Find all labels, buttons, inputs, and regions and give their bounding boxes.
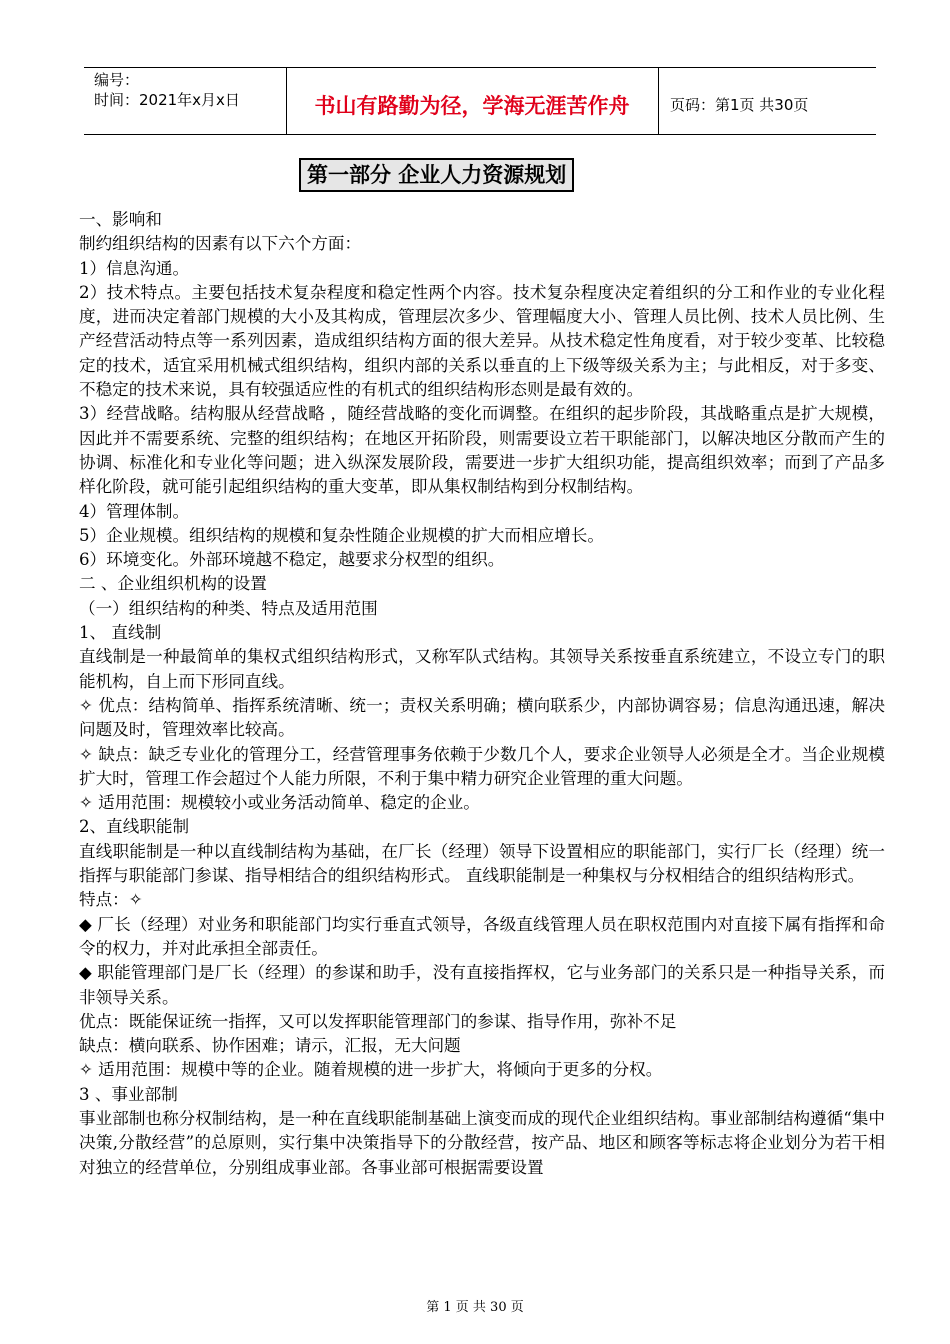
paragraph: 特点：✧ [79,890,143,910]
paragraph: 直线制是一种最简单的集权式组织结构形式，又称军队式结构。其领导关系按垂直系统建立，不设立专门的职能机构，自上而下形同直线。 [79,647,885,691]
paragraph: 事业部制也称分权制结构，是一种在直线职能制基础上演变而成的现代企业组织结构。事业部制结构遵循“集中决策,分散经营”的总原则，实行集中决策指导下的分散经营，按产品、地区和顾客等标志将企业划分为若干相对独立的经营单位，分别组成事业部。各事业部可根据需要设置 [79,1108,885,1177]
header-motto: 书山有路勤为径，学海无涯苦作舟 [314,94,630,118]
paragraph: ✧ 适用范围：规模较小或业务活动简单、稳定的企业。 [79,793,480,813]
paragraph: 6）环境变化。外部环境越不稳定，越要求分权型的组织。 [79,550,505,570]
paragraph: （一）组织结构的种类、特点及适用范围 [79,598,378,618]
paragraph: 2、直线职能制 [79,817,190,837]
paragraph: 3）经营战略。结构服从经营战略 ，随经营战略的变化而调整。在组织的起步阶段，其战略重点是扩大规模，因此并不需要系统、完整的组织结构；在地区开拓阶段，则需要设立若干职能部门，以解决地区分散而产生的协调、标准化和专业化等问题；进入纵深发展阶段，需要进一步扩大组织功能，提高组织效率；而到了产品多样化阶段，就可能引起组织结构的重大变革，即从集权制结构到分权制结构。 [79,404,885,497]
page-footer: 第 1 页 共 30 页 [426,1300,524,1315]
paragraph: ◆ 厂长（经理）对业务和职能部门均实行垂直式领导，各级直线管理人员在职权范围内对直接下属有指挥和命令的权力，并对此承担全部责任。 [79,914,885,958]
paragraph: ◆ 职能管理部门是厂长（经理）的参谋和助手，没有直接指挥权，它与业务部门的关系只是一种指导关系，而非领导关系。 [79,963,885,1007]
paragraph: 3 、事业部制 [79,1084,178,1104]
header-divider-right [658,67,659,134]
paragraph: 1）信息沟通。 [79,258,190,278]
paragraph: 4）管理体制。 [79,501,190,521]
paragraph: 制约组织结构的因素有以下六个方面： [79,234,362,254]
paragraph: ✧ 适用范围：规模中等的企业。随着规模的进一步扩大，将倾向于更多的分权。 [79,1060,663,1080]
paragraph: 缺点：横向联系、协作困难；请示，汇报，无大问题 [79,1036,461,1056]
document-time: 时间：2021年x月x日 [94,91,240,109]
header-left-cell [94,70,240,110]
paragraph: 2）技术特点。主要包括技术复杂程度和稳定性两个内容。技术复杂程度决定着组织的分工和作业的专业化程度，进而决定着部门规模的大小及其构成，管理层次多少、管理幅度大小、管理人员比例、技术人员比例、生产经营活动特点等一系列因素，造成组织结构方面的很大差异。从技术稳定性角度看，对于较少变革、比较稳定的技术，适宜采用机械式组织结构，组织内部的关系以垂直的上下级等级关系为主；与此相反，对于多变、不稳定的技术来说，具有较强适应性的有机式的组织结构形态则是最有效的。 [79,282,885,400]
paragraph: ✧ 缺点：缺乏专业化的管理分工，经营管理事务依赖于少数几个人，要求企业领导人必须是全才。当企业规模扩大时，管理工作会超过个人能力所限，不利于集中精力研究企业管理的重大问题。 [79,744,885,788]
document-body [79,208,885,1180]
paragraph: 二 、企业组织机构的设置 [79,574,267,594]
section-title: 第一部分 企业人力资源规划 [299,158,574,192]
header-top-rule [84,67,876,68]
paragraph: 一、影响和 [79,210,162,229]
paragraph: 1、 直线制 [79,623,162,643]
paragraph: 直线职能制是一种以直线制结构为基础，在厂长（经理）领导下设置相应的职能部门，实行厂长（经理）统一指挥与职能部门参谋、指导相结合的组织结构形式。 直线职能制是一种集权与分权相结合的组织结构形式。 [79,841,885,886]
paragraph: ✧ 优点：结构简单、指挥系统清晰、统一；责权关系明确；横向联系少，内部协调容易；信息沟通迅速，解决问题及时，管理效率比较高。 [79,695,885,740]
paragraph: 5）企业规模。组织结构的规模和复杂性随企业规模的扩大而相应增长。 [79,525,604,545]
paragraph: 优点：既能保证统一指挥，又可以发挥职能管理部门的参谋、指导作用，弥补不足 [79,1011,677,1031]
document-number: 编号： [94,71,140,89]
header-bottom-rule [84,134,876,135]
header-page-info: 页码：第1页 共30页 [670,96,809,114]
